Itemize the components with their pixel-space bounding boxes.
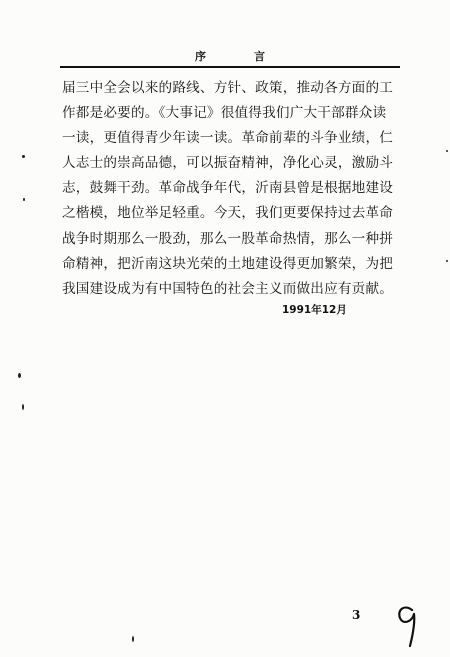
- text-line: 作都是必要的。《大事记》很值得我们广大干部群众读: [62, 105, 387, 122]
- text-line: 命精神，把沂南这块光荣的土地建设得更加繁荣，为把: [62, 255, 394, 272]
- text-line: 志，鼓舞干劲。革命战争年代，沂南县曾是根据地建设: [62, 180, 394, 197]
- text-line: 之楷模，地位举足轻重。今天，我们更要保持过去革命: [62, 205, 394, 222]
- scan-dot: [22, 404, 24, 410]
- signature-date: 1991年12月: [282, 304, 347, 316]
- text-line: 届三中全会以来的路线、方针、政策，推动各方面的工: [62, 80, 394, 96]
- body-paragraph: [62, 76, 402, 302]
- header-rule: [60, 66, 400, 68]
- handwritten-number-mark: [392, 600, 422, 650]
- text-line: 战争时期那么一股劲，那么一股革命热情，那么一种拼: [62, 230, 394, 247]
- text-line: 一读，更值得青少年读一读。革命前辈的斗争业绩，仁: [62, 130, 394, 147]
- scan-dot: [22, 155, 25, 158]
- text-line: 人志士的崇高品德，可以振奋精神，净化心灵，激励斗: [62, 155, 394, 172]
- page-header: [60, 40, 400, 68]
- scan-dot: [23, 198, 25, 201]
- scan-dot: [446, 260, 448, 262]
- scan-dot: [446, 150, 448, 152]
- scan-dot: [132, 636, 134, 642]
- scan-dot: [18, 373, 21, 378]
- text-line: 我国建设成为有中国特色的社会主义而做出应有贡献。: [62, 280, 394, 297]
- section-title: 序言: [195, 50, 313, 63]
- page-number: 3: [352, 608, 361, 622]
